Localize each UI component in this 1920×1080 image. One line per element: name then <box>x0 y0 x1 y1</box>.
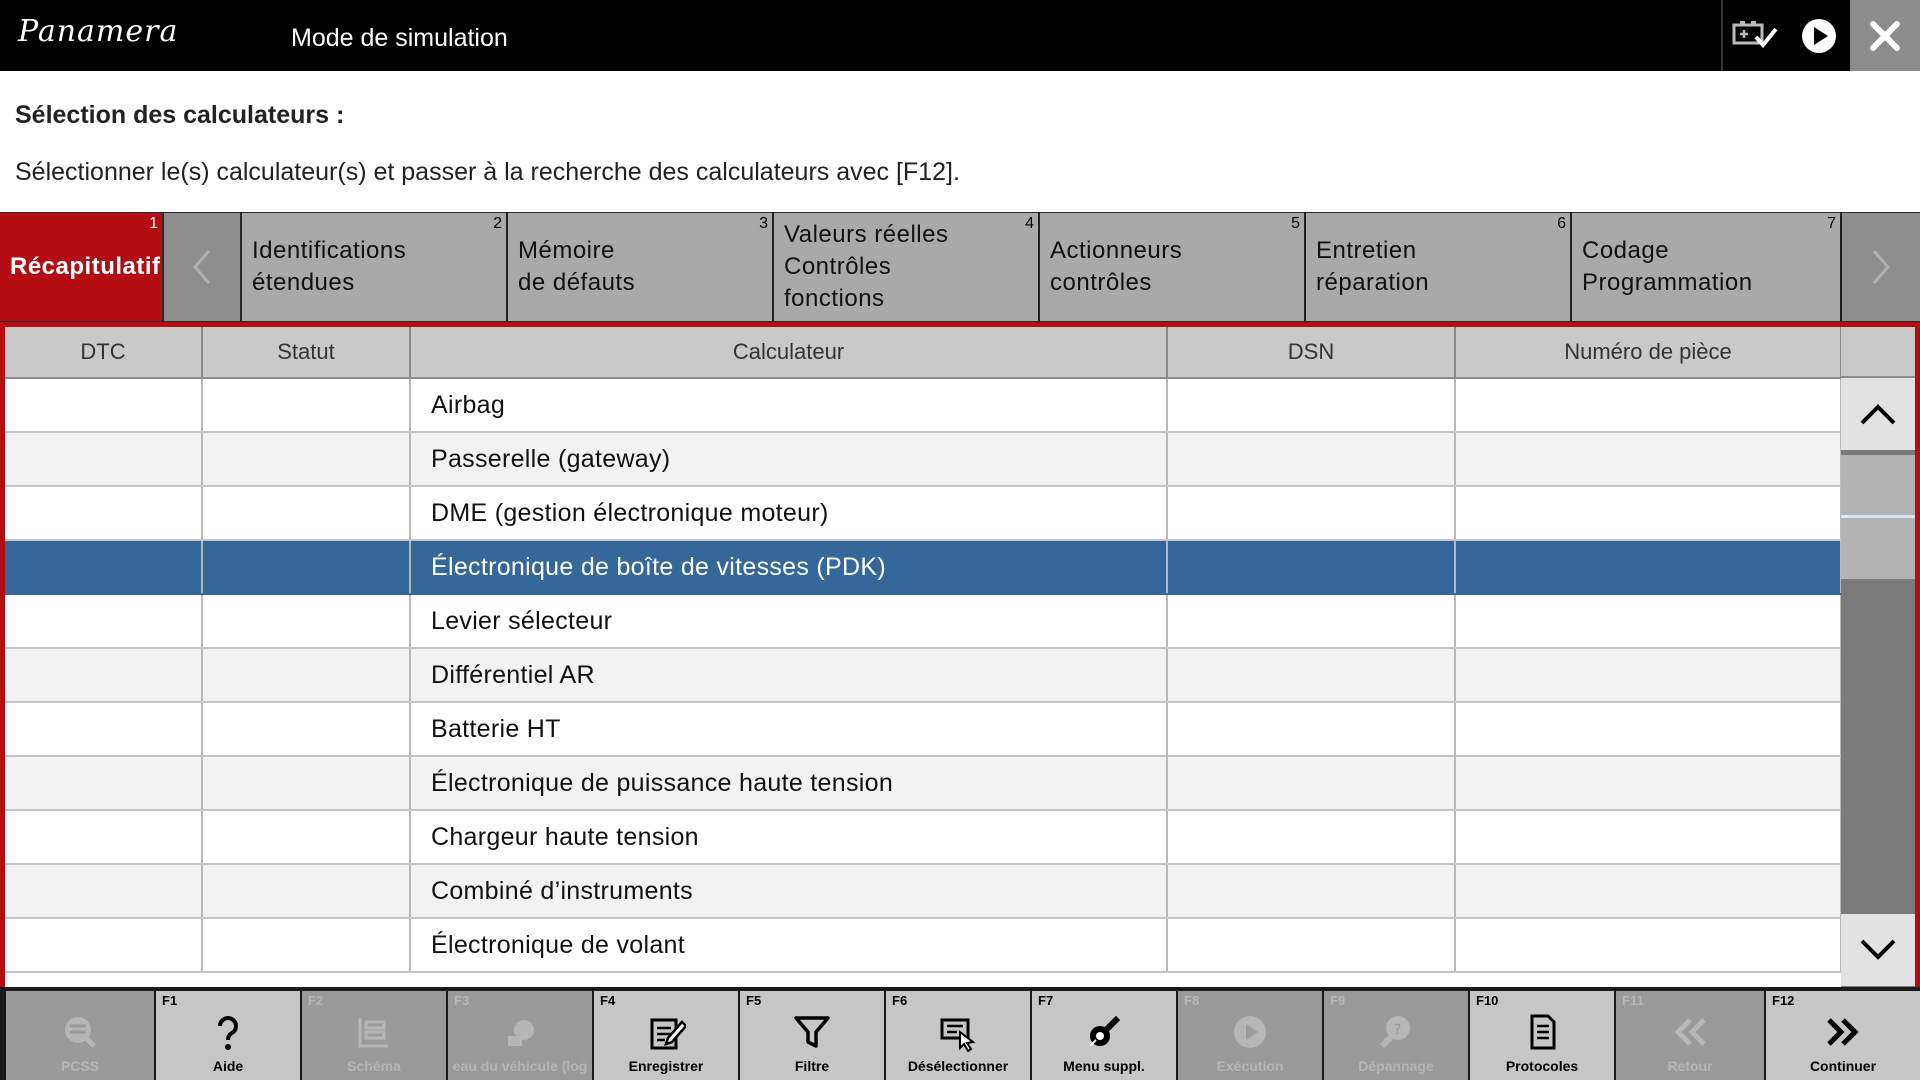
table-row[interactable] <box>5 864 1841 918</box>
table-row[interactable] <box>5 756 1841 810</box>
fkey-label: Enregistrer <box>628 1058 704 1074</box>
table-row[interactable] <box>5 810 1841 864</box>
tab-recapitulatif[interactable] <box>0 213 162 321</box>
extra-menu-icon <box>1084 1010 1124 1054</box>
tab-number: 6 <box>1557 215 1566 232</box>
pcss-icon <box>60 1010 100 1054</box>
fkey-code: F12 <box>1772 993 1795 1008</box>
cell-calculateur[interactable]: Électronique de puissance haute tension <box>410 756 1167 810</box>
fkey-f2-schema-button <box>302 991 446 1080</box>
table-row[interactable] <box>5 594 1841 648</box>
scrollbar[interactable] <box>1841 378 1915 992</box>
fkey-f3-vehicle-network-button <box>448 991 592 1080</box>
troubleshoot-icon <box>1376 1010 1416 1054</box>
cell-dsn[interactable] <box>1167 432 1455 486</box>
chevron-left-icon <box>187 247 217 287</box>
fkey-label: Schéma <box>347 1058 401 1074</box>
cell-numero-piece[interactable] <box>1455 594 1841 648</box>
fkey-code: F1 <box>162 993 178 1008</box>
fkey-label: Retour <box>1667 1058 1713 1074</box>
tab-number: 2 <box>493 215 502 232</box>
app-title: Mode de simulation <box>291 24 508 52</box>
back-icon <box>1670 1010 1710 1054</box>
cell-dtc[interactable] <box>5 864 202 918</box>
battery-check-icon <box>1732 19 1778 53</box>
scroll-down-button[interactable] <box>1841 914 1915 986</box>
cell-dsn[interactable] <box>1167 378 1455 432</box>
cell-calculateur[interactable]: Chargeur haute tension <box>410 810 1167 864</box>
cell-dtc[interactable] <box>5 594 202 648</box>
cell-dtc[interactable] <box>5 486 202 540</box>
fkey-code: F9 <box>1330 993 1346 1008</box>
tab-label: Récapitulatif <box>10 253 161 280</box>
fkey-code: F6 <box>892 993 908 1008</box>
column-header-calculateur[interactable]: Calculateur <box>410 327 1167 378</box>
tab-label-line: Contrôles <box>784 253 892 280</box>
tab-number: 4 <box>1025 215 1034 232</box>
cell-calculateur[interactable]: Airbag <box>410 378 1167 432</box>
table-row[interactable] <box>5 702 1841 756</box>
cell-calculateur[interactable]: Levier sélecteur <box>410 594 1167 648</box>
instruction-text: Sélectionner le(s) calculateur(s) et passer à la recherche des calculateurs avec [F12]. <box>15 158 960 186</box>
fkey-f8-execute-button <box>1178 991 1322 1080</box>
cell-statut[interactable] <box>202 432 410 486</box>
column-header-numero-piece[interactable]: Numéro de pièce <box>1455 327 1841 378</box>
tab-label-line: de défauts <box>518 269 636 296</box>
cell-statut[interactable] <box>202 648 410 702</box>
title-bar <box>0 0 1920 71</box>
fkey-f6-deselect-button[interactable] <box>886 991 1030 1080</box>
tab-label-line: Codage <box>1582 237 1670 264</box>
cell-statut[interactable] <box>202 594 410 648</box>
cell-dtc[interactable] <box>5 378 202 432</box>
fkey-code: F8 <box>1184 993 1200 1008</box>
chevron-up-icon <box>1858 401 1898 427</box>
tab-codage[interactable] <box>1572 213 1842 321</box>
cell-numero-piece[interactable] <box>1455 756 1841 810</box>
cell-statut[interactable] <box>202 486 410 540</box>
cell-numero-piece[interactable] <box>1455 810 1841 864</box>
table-row[interactable] <box>5 648 1841 702</box>
tab-bar <box>0 212 1920 322</box>
fkey-pcss-button <box>6 991 154 1080</box>
fkey-f5-filter-button[interactable] <box>740 991 884 1080</box>
brand-logo: Panamera <box>18 14 179 49</box>
cell-numero-piece[interactable] <box>1455 648 1841 702</box>
cell-numero-piece[interactable] <box>1455 864 1841 918</box>
play-icon <box>1800 17 1838 55</box>
tab-number: 1 <box>149 215 158 232</box>
protocols-icon <box>1522 1010 1562 1054</box>
cell-dtc[interactable] <box>5 918 202 972</box>
deselect-icon <box>938 1010 978 1054</box>
execute-icon <box>1230 1010 1270 1054</box>
scrollbar-grip <box>1841 515 1915 518</box>
fkey-f7-extra-menu-button[interactable] <box>1032 991 1176 1080</box>
cell-calculateur[interactable]: Passerelle (gateway) <box>410 432 1167 486</box>
tab-identifications[interactable] <box>242 213 508 321</box>
fkey-f9-troubleshoot-button <box>1324 991 1468 1080</box>
cell-calculateur[interactable]: Différentiel AR <box>410 648 1167 702</box>
tab-label-line: fonctions <box>784 285 885 312</box>
fkey-label: Continuer <box>1809 1058 1877 1074</box>
table-header-row <box>5 327 1841 378</box>
table-row[interactable] <box>5 432 1841 486</box>
fkey-code: F7 <box>1038 993 1054 1008</box>
cell-dtc[interactable] <box>5 702 202 756</box>
cell-statut[interactable] <box>202 756 410 810</box>
fkey-code: F3 <box>454 993 470 1008</box>
cell-dsn[interactable] <box>1167 648 1455 702</box>
fkey-f10-protocols-button[interactable] <box>1470 991 1614 1080</box>
ecu-table <box>5 327 1842 973</box>
tab-label-line: réparation <box>1316 269 1430 296</box>
chevron-down-icon <box>1858 937 1898 963</box>
cell-statut[interactable] <box>202 702 410 756</box>
ecu-table-panel <box>0 322 1920 992</box>
fkey-label: Aide <box>212 1058 244 1074</box>
cell-dtc[interactable] <box>5 810 202 864</box>
tab-memoire-defauts[interactable] <box>508 213 774 321</box>
fkey-code: F5 <box>746 993 762 1008</box>
tab-label-line: Actionneurs <box>1050 237 1183 264</box>
close-icon <box>1868 19 1902 53</box>
continue-icon <box>1823 1010 1863 1054</box>
cell-dsn[interactable] <box>1167 756 1455 810</box>
scrollbar-thumb[interactable] <box>1841 455 1915 579</box>
scroll-up-button[interactable] <box>1841 378 1915 450</box>
column-header-statut[interactable]: Statut <box>202 327 410 378</box>
help-icon <box>208 1010 248 1054</box>
close-button[interactable] <box>1850 0 1920 71</box>
cell-dtc[interactable] <box>5 540 202 594</box>
cell-dsn[interactable] <box>1167 864 1455 918</box>
tab-scroll-right-button[interactable] <box>1842 213 1920 321</box>
tab-actionneurs[interactable] <box>1040 213 1306 321</box>
cell-dsn[interactable] <box>1167 918 1455 972</box>
table-row[interactable] <box>5 378 1841 432</box>
fkey-label: Dépannage <box>1358 1058 1434 1074</box>
cell-dtc[interactable] <box>5 432 202 486</box>
cell-dsn[interactable] <box>1167 486 1455 540</box>
fkey-f1-help-button[interactable] <box>156 991 300 1080</box>
cell-numero-piece[interactable] <box>1455 702 1841 756</box>
vehicle-network-icon <box>500 1010 540 1054</box>
fkey-code: F10 <box>1476 993 1499 1008</box>
save-icon <box>646 1010 686 1054</box>
cell-dsn[interactable] <box>1167 540 1455 594</box>
column-header-dtc[interactable]: DTC <box>5 327 202 378</box>
section-heading: Sélection des calculateurs : <box>15 101 345 129</box>
fkey-label: Désélectionner <box>907 1058 1009 1074</box>
table-row[interactable] <box>5 918 1841 972</box>
schema-icon <box>354 1010 394 1054</box>
tab-label-line: Mémoire <box>518 237 615 264</box>
table-row[interactable] <box>5 486 1841 540</box>
column-header-dsn[interactable]: DSN <box>1167 327 1455 378</box>
cell-dtc[interactable] <box>5 648 202 702</box>
filter-icon <box>792 1010 832 1054</box>
fkey-code: F2 <box>308 993 324 1008</box>
cell-dsn[interactable] <box>1167 594 1455 648</box>
fkey-label: Exécution <box>1216 1058 1284 1074</box>
tab-label-line: Valeurs réelles <box>784 221 949 248</box>
tab-valeurs-reelles[interactable] <box>774 213 1040 321</box>
table-row-selected[interactable] <box>5 540 1841 594</box>
fkey-label: Menu suppl. <box>1063 1058 1145 1074</box>
fkey-label: eau du véhicule (log <box>452 1058 588 1074</box>
cell-calculateur[interactable]: Électronique de volant <box>410 918 1167 972</box>
cell-dsn[interactable] <box>1167 702 1455 756</box>
cell-numero-piece[interactable] <box>1455 378 1841 432</box>
tab-label-line: Identifications <box>252 237 407 264</box>
tab-label-line: Entretien <box>1316 237 1417 264</box>
tab-entretien[interactable] <box>1306 213 1572 321</box>
chevron-right-icon <box>1866 247 1896 287</box>
fkey-f11-back-button <box>1616 991 1764 1080</box>
cell-calculateur[interactable]: Électronique de boîte de vitesses (PDK) <box>410 540 1167 594</box>
cell-dtc[interactable] <box>5 756 202 810</box>
cell-statut[interactable] <box>202 810 410 864</box>
play-button[interactable] <box>1787 0 1851 71</box>
fkey-label: Filtre <box>794 1058 830 1074</box>
fkey-code: F4 <box>600 993 616 1008</box>
cell-calculateur[interactable]: Batterie HT <box>410 702 1167 756</box>
cell-calculateur[interactable]: DME (gestion électronique moteur) <box>410 486 1167 540</box>
cell-statut[interactable] <box>202 378 410 432</box>
fkey-code: F11 <box>1622 993 1644 1008</box>
fkey-label: PCSS <box>60 1058 100 1074</box>
tab-label-line: étendues <box>252 269 355 296</box>
fkey-f12-continue-button[interactable] <box>1766 991 1920 1080</box>
cell-dsn[interactable] <box>1167 810 1455 864</box>
tab-scroll-left-button[interactable] <box>164 213 240 321</box>
fkey-label: Protocoles <box>1505 1058 1579 1074</box>
scrollbar-header <box>1841 327 1915 378</box>
svg-text:?: ? <box>1394 1022 1402 1038</box>
cell-calculateur[interactable]: Combiné d’instruments <box>410 864 1167 918</box>
function-key-bar <box>0 987 1920 1080</box>
tab-number: 3 <box>759 215 768 232</box>
tab-label-line: contrôles <box>1050 269 1152 296</box>
cell-numero-piece[interactable] <box>1455 918 1841 972</box>
cell-statut[interactable] <box>202 540 410 594</box>
tab-label-line: Programmation <box>1582 269 1753 296</box>
battery-check-button[interactable] <box>1723 0 1787 71</box>
cell-numero-piece[interactable] <box>1455 486 1841 540</box>
cell-statut[interactable] <box>202 918 410 972</box>
tab-number: 5 <box>1291 215 1300 232</box>
fkey-f4-save-button[interactable] <box>594 991 738 1080</box>
cell-numero-piece[interactable] <box>1455 432 1841 486</box>
cell-numero-piece[interactable] <box>1455 540 1841 594</box>
cell-statut[interactable] <box>202 864 410 918</box>
tab-number: 7 <box>1827 215 1836 232</box>
